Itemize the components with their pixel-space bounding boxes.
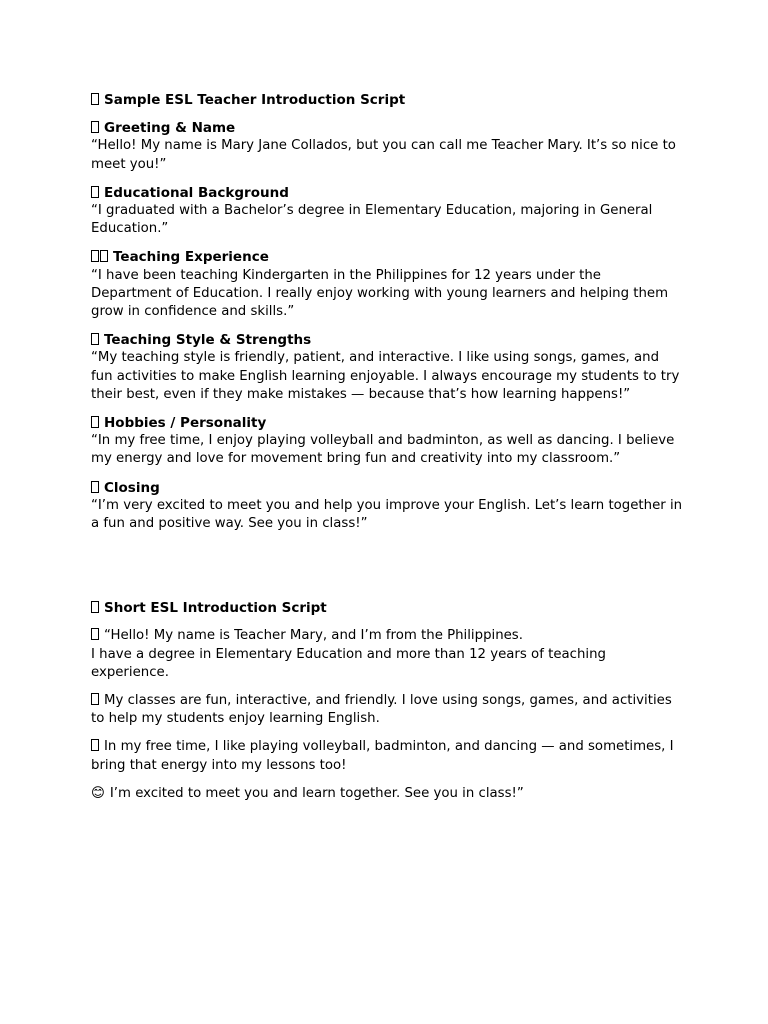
- missing-glyph-icon: [91, 250, 99, 262]
- missing-glyph-icon: [91, 333, 99, 345]
- section-heading-style: Teaching Style & Strengths: [91, 331, 683, 349]
- section-text-closing: “I’m very excited to meet you and help you improve your English. Let’s learn together in a fun and positive way. See you in class!”: [91, 497, 683, 532]
- section-text-experience: “I have been teaching Kindergarten in the Philippines for 12 years under the Department of Education. I really enjoy working with young learners and helping them grow in confidence and skills.”: [91, 267, 669, 320]
- missing-glyph-icon: [91, 93, 99, 105]
- smiley-icon: 😊: [91, 785, 105, 801]
- section-heading-hobbies: Hobbies / Personality: [91, 414, 683, 432]
- section-text-hobbies: “In my free time, I enjoy playing volleyball and badminton, as well as dancing. I believe my energy and love for movement bring fun and creativity into my classroom.”: [91, 433, 675, 467]
- short-script-title: Short ESL Introduction Script: [91, 599, 683, 617]
- section-heading-greeting: Greeting & Name: [91, 119, 683, 137]
- section-text-style: “My teaching style is friendly, patient, and interactive. I like using songs, games, and fun activities to make English learning enjoyable. I always encourage my students to try their best, even if they make mistakes — because that’s how learning happens!”: [91, 350, 680, 402]
- missing-glyph-icon: [91, 121, 99, 133]
- document-page: [91, 91, 683, 803]
- missing-glyph-icon: [91, 186, 99, 198]
- section-text-education: “I graduated with a Bachelor’s degree in Elementary Education, majoring in General Education.”: [91, 203, 653, 237]
- short-paragraph-classes: My classes are fun, interactive, and friendly. I love using songs, games, and activities to help my students enjoy learning English.: [91, 693, 672, 727]
- section-heading-education: Educational Background: [91, 184, 683, 202]
- missing-glyph-icon: [91, 416, 99, 428]
- missing-glyph-icon: [91, 481, 99, 493]
- missing-glyph-icon: [91, 693, 99, 705]
- short-paragraph-closing: 😊 I’m excited to meet you and learn together. See you in class!”: [91, 785, 524, 801]
- section-heading-experience: Teaching Experience: [91, 248, 683, 266]
- short-paragraph-intro: “Hello! My name is Teacher Mary, and I’m from the Philippines. I have a degree in Elementary Education and more than 12 years of teaching experience.: [91, 628, 606, 680]
- missing-glyph-icon: [91, 628, 99, 640]
- short-paragraph-hobbies: In my free time, I like playing volleyball, badminton, and dancing — and sometimes, I bring that energy into my lessons too!: [91, 739, 674, 773]
- document-title: Sample ESL Teacher Introduction Script: [91, 91, 683, 109]
- section-text-greeting: “Hello! My name is Mary Jane Collados, but you can call me Teacher Mary. It’s so nice to meet you!”: [91, 138, 676, 172]
- missing-glyph-icon: [100, 250, 108, 262]
- missing-glyph-icon: [91, 601, 99, 613]
- missing-glyph-icon: [91, 739, 99, 751]
- section-heading-closing: Closing: [91, 479, 683, 497]
